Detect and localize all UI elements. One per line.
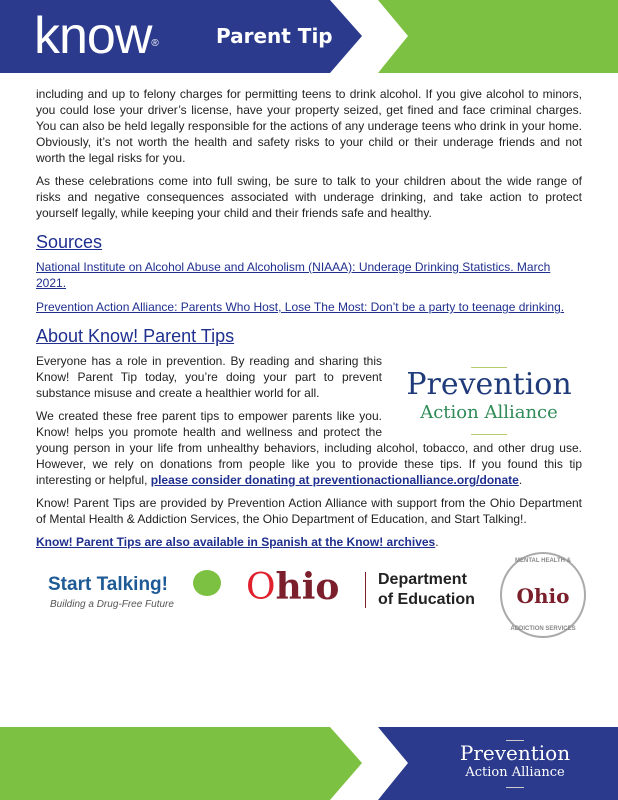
start-talking-logo: Start Talking! xyxy=(48,574,168,595)
source-link-niaaa[interactable]: National Institute on Alcohol Abuse and Alcoholism (NIAAA): Underage Drinking Statistics. March 2021. xyxy=(36,260,551,290)
know-logo: know® xyxy=(34,7,158,65)
body-paragraph-2: As these celebrations come into full swing, be sure to talk to your children about the wide range of risks and negative consequences associated with underage drinking, and take action to protect yourself legally, while keeping your child and their friends safe and healthy. xyxy=(36,174,582,220)
about-heading: About Know! Parent Tips xyxy=(36,326,235,346)
divider xyxy=(471,434,507,435)
prevention-action-alliance-logo xyxy=(396,367,582,435)
footer-logo-line-2: Action Alliance xyxy=(465,765,565,780)
source-link-paa[interactable]: Prevention Action Alliance: Parents Who Host, Lose The Most: Don’t be a party to teenage drinking. xyxy=(36,300,565,314)
logo-line-1: Prevention xyxy=(406,367,572,402)
logo-line-2: Action Alliance xyxy=(420,402,558,423)
sources-heading: Sources xyxy=(36,232,103,252)
ohio-mhas-seal: MENTAL HEALTH & Ohio ADDICTION SERVICES xyxy=(500,552,586,638)
start-talking-tagline: Building a Drug-Free Future xyxy=(50,599,174,610)
footer-paa-logo xyxy=(440,740,590,788)
ohio-logo: Ohio xyxy=(246,566,340,608)
footer-green-banner xyxy=(0,727,362,800)
header-title: Parent Tip xyxy=(216,24,333,48)
period: . xyxy=(435,535,439,549)
ohio-bubble-icon xyxy=(193,570,221,596)
donate-link[interactable]: please consider donating at preventionactionalliance.org/donate xyxy=(150,473,519,487)
divider xyxy=(506,787,524,788)
spanish-archives-link[interactable]: Know! Parent Tips are also available in Spanish at the Know! archives xyxy=(36,535,436,549)
divider xyxy=(365,572,366,608)
body-paragraph-1: including and up to felony charges for permitting teens to drink alcohol. If you give alcohol to minors, you could lose your driver’s license, have your property seized, get fined and face criminal charges. You can also be held legally responsible for the actions of any underage teens who drink in your home. Obviously, it’s not worth the health and safety risks to your child or their underage friends and not worth the legal risks for you. xyxy=(36,87,582,165)
department-of-education-logo: Department of Education xyxy=(378,571,475,608)
about-paragraph-1: Everyone has a role in prevention. By reading and sharing this Know! Parent Tip today, you’re doing your part to prevent substance misuse and create a healthier world for all. xyxy=(36,354,382,400)
about-paragraph-3: Know! Parent Tips are provided by Prevention Action Alliance with support from the Ohio Department of Mental Health & Addiction Services, the Ohio Department of Education, and Start Talking!. xyxy=(36,496,582,526)
partner-logos xyxy=(0,558,618,644)
header-green-banner xyxy=(378,0,618,73)
period: . xyxy=(518,473,523,487)
content xyxy=(36,86,582,644)
about-paragraph-2-text: We created these free parent tips to empower parents like you. Know! helps you promote health and wellness and protect the young person in your life from unhealthy behaviors, including alcohol, tobacco, and other drug use. However, we rely on donations from people like you to provide these tips. If you found this tip interesting or helpful, xyxy=(36,409,582,487)
spanish-paragraph xyxy=(36,534,582,550)
footer-logo-line-1: Prevention xyxy=(459,741,571,765)
